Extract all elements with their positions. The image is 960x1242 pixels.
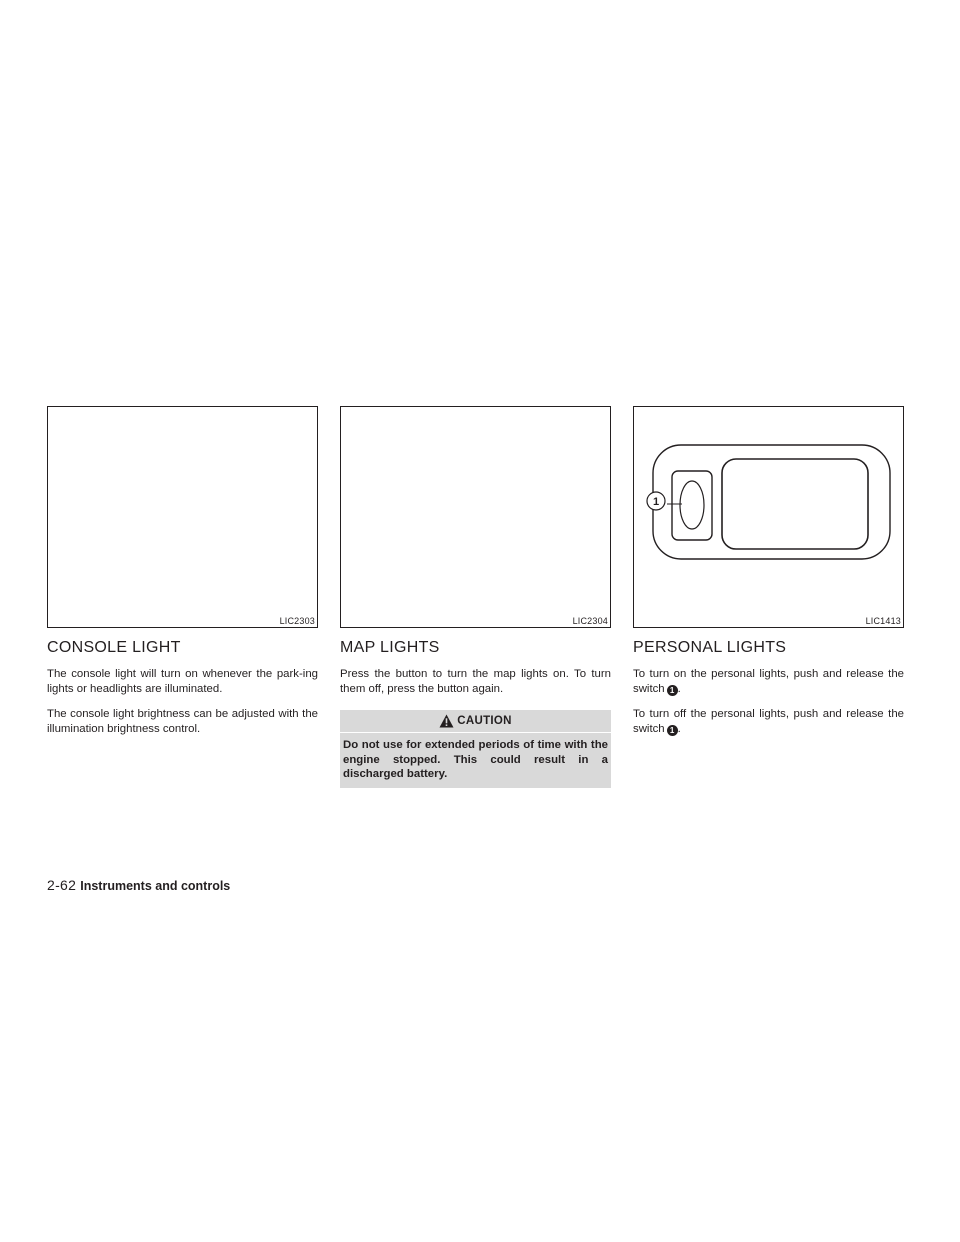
- map-lights-section: [340, 406, 611, 788]
- console-light-figure: [47, 406, 318, 628]
- page-number: 2-62: [47, 877, 77, 893]
- section-title: Instruments and controls: [80, 879, 231, 893]
- warning-triangle-icon: [439, 714, 454, 728]
- paragraph: Press the button to turn the map lights on. To turn them off, press the button again.: [340, 668, 611, 695]
- caution-box: [340, 710, 611, 788]
- map-lights-figure: [340, 406, 611, 628]
- figure-code: LIC2303: [279, 616, 315, 626]
- figure-code: LIC1413: [865, 616, 901, 626]
- paragraph: The console light will turn on whenever the park-ing lights or headlights are illuminated.: [47, 668, 318, 695]
- page-footer: [47, 877, 230, 893]
- section-heading: CONSOLE LIGHT: [47, 639, 181, 656]
- paragraph: To turn off the personal lights, push and release the switch 1 .: [633, 708, 904, 735]
- caution-header: [340, 710, 611, 733]
- personal-lights-figure: [633, 406, 904, 628]
- personal-light-switch-illustration: [634, 407, 905, 629]
- figure-code: LIC2304: [572, 616, 608, 626]
- paragraph: To turn on the personal lights, push and release the switch 1 .: [633, 668, 904, 695]
- switch-callout-number: 1: [652, 496, 660, 508]
- circled-number-icon: 1: [667, 725, 678, 736]
- section-heading: PERSONAL LIGHTS: [633, 639, 787, 656]
- section-heading: MAP LIGHTS: [340, 639, 440, 656]
- caution-text: Do not use for extended periods of time with the engine stopped. This could result in a discharged battery.: [343, 739, 608, 780]
- console-light-section: [47, 406, 318, 747]
- paragraph: The console light brightness can be adjusted with the illumination brightness control.: [47, 708, 318, 735]
- personal-lights-section: [633, 406, 904, 747]
- caution-title: CAUTION: [457, 715, 512, 727]
- circled-number-icon: 1: [667, 685, 678, 696]
